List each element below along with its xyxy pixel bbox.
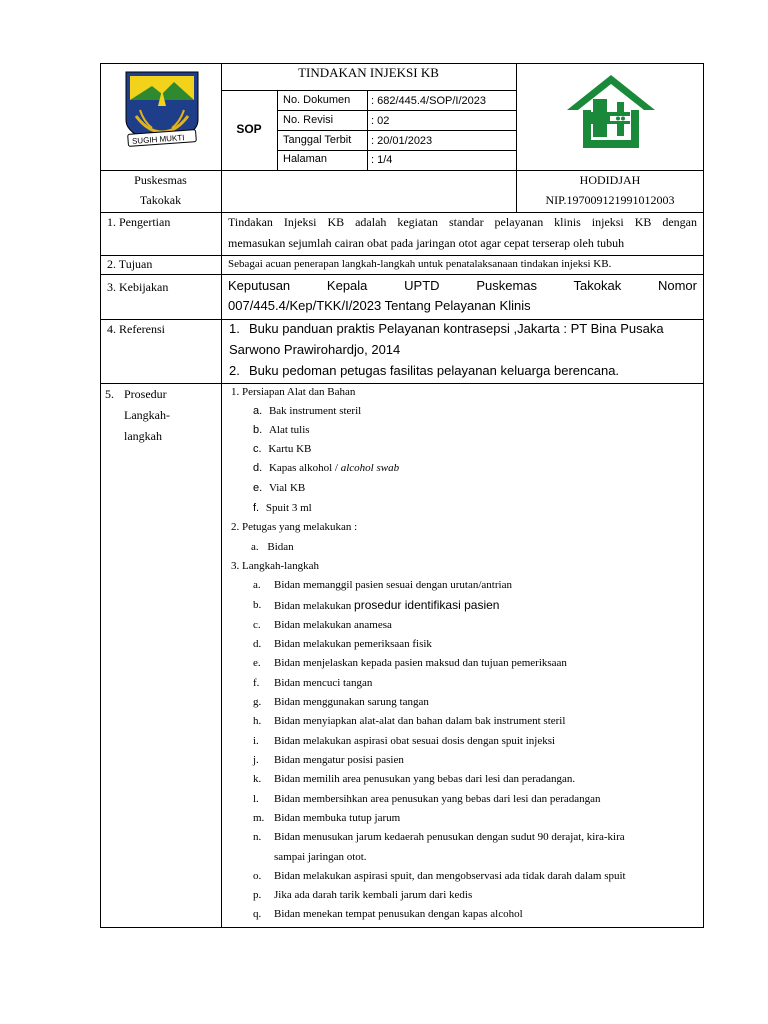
row-line	[100, 383, 704, 384]
step-text-continued: sampai jaringan otot.	[274, 851, 367, 863]
step-letter: k.	[253, 773, 262, 785]
list-item-text: Alat tulis	[268, 424, 310, 436]
pengertian-text-line2: memasukan sejumlah cairan obat pada jaringan otot agar cepat terserap oleh tubuh	[228, 236, 625, 250]
header-meta-row-line	[277, 110, 516, 111]
section-label-prosedur: Prosedur	[124, 387, 167, 401]
step-letter: b.	[253, 599, 262, 611]
meta-value-revision: : 02	[371, 115, 390, 127]
document-title: TINDAKAN INJEKSI KB	[298, 65, 439, 80]
step-letter: q.	[253, 908, 262, 920]
step-text-highlight: prosedur identifikasi pasien	[354, 598, 500, 612]
list-item-letter: e.	[253, 482, 263, 494]
step-letter: p.	[253, 889, 262, 901]
list-item	[253, 482, 305, 494]
step-text: Bidan melakukan pemeriksaan fisik	[274, 638, 432, 650]
prosedur-group-title: 1. Persiapan Alat dan Bahan	[231, 386, 356, 398]
step-text: Bidan menusukan jarum kedaerah penusukan dengan sudut 90 derajat, kira-kira	[274, 831, 625, 843]
kebijakan-text-line2: 007/445.4/Kep/TKK/I/2023 Tentang Pelayanan Klinis	[228, 298, 531, 313]
list-item-letter: c.	[253, 443, 262, 455]
step-text: Bidan menekan tempat penusukan dengan kapas alcohol	[274, 908, 523, 920]
row-line	[100, 212, 704, 213]
list-item	[251, 541, 294, 553]
step-letter: m.	[253, 812, 265, 824]
meta-value-page: : 1/4	[371, 154, 393, 166]
sop-label: SOP	[236, 122, 262, 136]
org-name-line1: Puskesmas	[134, 173, 187, 187]
step-letter: c.	[253, 619, 261, 631]
section-label-pengertian: 1. Pengertian	[107, 215, 171, 229]
puskesmas-logo	[562, 72, 660, 152]
pengertian-text-line1: Tindakan Injeksi KB adalah kegiatan standar pelayanan klinis injeksi KB dengan	[228, 215, 697, 229]
meta-label-page: Halaman	[283, 153, 328, 165]
section-label-prosedur-num: 5.	[105, 387, 114, 401]
step-text: Bidan mengatur posisi pasien	[274, 754, 404, 766]
step-letter: h.	[253, 715, 262, 727]
signer-nip: NIP.197009121991012003	[545, 193, 675, 207]
list-item-text: Vial KB	[268, 482, 306, 494]
list-item-letter: a.	[251, 541, 259, 553]
list-item-text: Spuit 3 ml	[265, 502, 312, 514]
step-letter: n.	[253, 831, 262, 843]
row-line	[100, 319, 704, 320]
step-letter: i.	[253, 735, 259, 747]
section-label-langkah2: langkah	[124, 429, 162, 443]
list-item	[253, 443, 311, 455]
step-text: Bidan melakukan aspirasi obat sesuai dosis dengan spuit injeksi	[274, 735, 556, 747]
list-item	[253, 424, 310, 436]
prosedur-group-title: 2. Petugas yang melakukan :	[231, 521, 358, 533]
referensi-item-num: 2.	[229, 363, 240, 378]
referensi-item-num: 1.	[229, 321, 240, 336]
step-letter: e.	[253, 657, 261, 669]
prosedur-group-title: 3. Langkah-langkah	[231, 560, 319, 572]
header-title-divider	[221, 90, 516, 91]
header-meta-row-line	[277, 130, 516, 131]
list-item-text: Kapas alkohol /	[268, 462, 338, 474]
table-col-divider	[221, 63, 222, 928]
step-text: Bidan melakukan anamesa	[274, 619, 392, 631]
section-label-referensi: 4. Referensi	[107, 322, 165, 336]
list-item-text: Kartu KB	[268, 443, 312, 455]
section-label-langkah: Langkah-	[124, 408, 170, 422]
row-line	[100, 255, 704, 256]
section-label-kebijakan: 3. Kebijakan	[107, 280, 169, 294]
step-letter: d.	[253, 638, 262, 650]
step-text: Bidan melakukan aspirasi spuit, dan mengobservasi ada tidak darah dalam spuit	[274, 870, 626, 882]
step-letter: l.	[253, 793, 259, 805]
list-item-text: Bak instrument steril	[268, 405, 362, 417]
step-text: Bidan membersihkan area penusukan yang bebas dari lesi dan peradangan	[274, 793, 601, 805]
org-name-line2: Takokak	[139, 193, 182, 207]
referensi-item-line2: Sarwono Prawirohardjo, 2014	[229, 342, 401, 357]
step-letter: j.	[253, 754, 259, 766]
step-text: Bidan memanggil pasien sesuai dengan urutan/antrian	[274, 579, 512, 591]
meta-label-issue-date: Tanggal Terbit	[283, 134, 352, 146]
step-letter: g.	[253, 696, 262, 708]
step-text: Bidan menjelaskan kepada pasien maksud dan tujuan pemeriksaan	[274, 657, 567, 669]
step-letter: o.	[253, 870, 262, 882]
list-item-letter: d.	[253, 462, 263, 474]
meta-value-doc-no: : 682/445.4/SOP/I/2023	[371, 95, 486, 107]
step-text: Bidan mencuci tangan	[274, 677, 373, 689]
table-border-top	[100, 63, 704, 64]
list-item	[253, 405, 361, 417]
step-text: Jika ada darah tarik kembali jarum dari kedis	[274, 889, 473, 901]
row-line	[100, 274, 704, 275]
list-item-letter: b.	[253, 424, 263, 436]
step-text-part: Bidan melakukan	[274, 600, 352, 612]
meta-label-revision: No. Revisi	[283, 114, 334, 126]
step-text	[274, 598, 499, 612]
signer-name: HODIDJAH	[579, 173, 641, 187]
list-item-letter: a.	[253, 405, 263, 417]
step-text: Bidan menyiapkan alat-alat dan bahan dalam bak instrument steril	[274, 715, 566, 727]
referensi-item-line1: Buku panduan praktis Pelayanan kontrasepsi ,Jakarta : PT Bina Pusaka	[249, 321, 664, 336]
step-text: Bidan membuka tutup jarum	[274, 812, 401, 824]
header-right-divider	[516, 63, 517, 212]
step-text: Bidan memilih area penusukan yang bebas dari lesi dan peradangan.	[274, 773, 576, 785]
section-label-tujuan: 2. Tujuan	[107, 257, 153, 271]
step-letter: f.	[253, 677, 260, 689]
logo-motto-text: SUGIH MUKTI	[131, 133, 185, 146]
meta-label-doc-no: No. Dokumen	[283, 94, 351, 106]
step-text: Bidan menggunakan sarung tangan	[274, 696, 429, 708]
tujuan-text: Sebagai acuan penerapan langkah-langkah untuk penatalaksanaan tindakan injeksi KB.	[228, 258, 612, 270]
kebijakan-text-line1: Keputusan Kepala UPTD Puskemas Takokak Nomor	[228, 278, 697, 293]
referensi-item-line1: Buku pedoman petugas fasilitas pelayanan keluarga berencana.	[249, 363, 620, 378]
list-item	[253, 462, 399, 474]
list-item-letter: f.	[253, 502, 260, 514]
list-item	[253, 502, 312, 514]
header-meta-row-line	[277, 150, 516, 151]
header-bottom-line	[100, 170, 704, 171]
meta-value-issue-date: : 20/01/2023	[371, 135, 433, 147]
list-item-italic-text: alcohol swab	[340, 462, 400, 474]
table-border-bottom	[100, 927, 704, 928]
step-letter: a.	[253, 579, 261, 591]
list-item-text: Bidan	[267, 541, 294, 553]
